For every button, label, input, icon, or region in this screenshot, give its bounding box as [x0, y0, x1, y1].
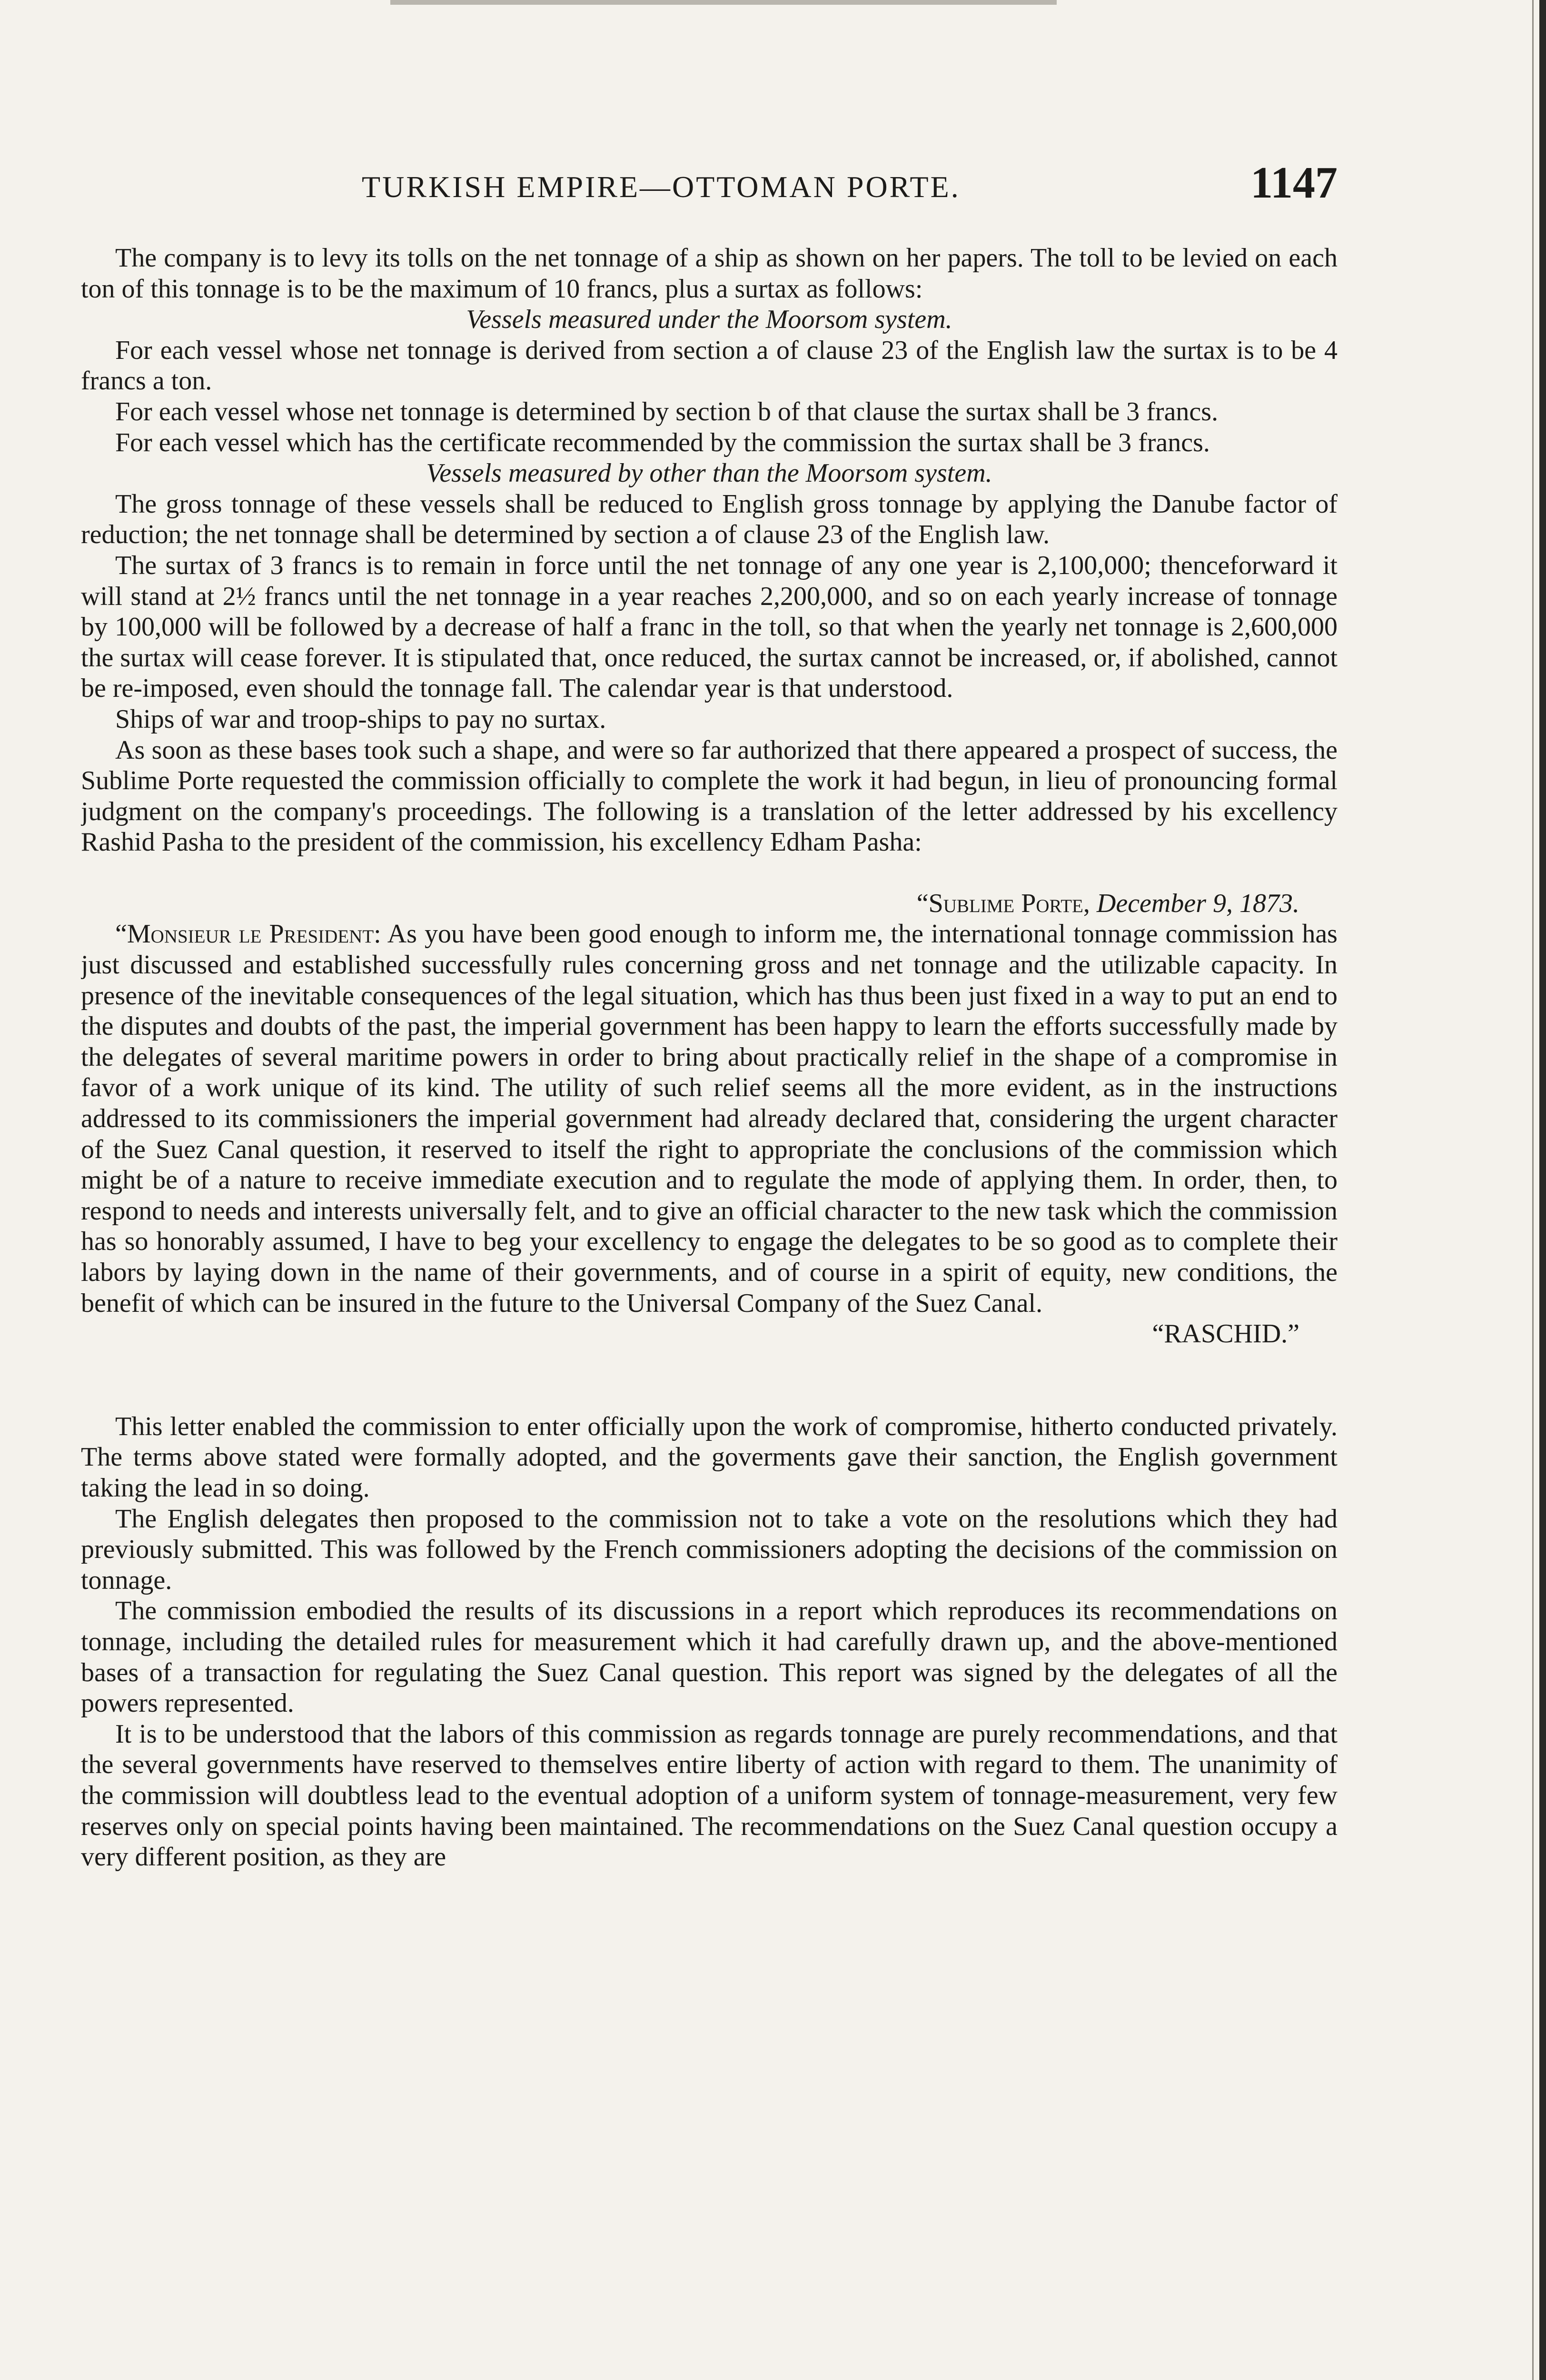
paragraph: The English delegates then proposed to the commission not to take a vote on the resolutions which they had previously submitted. This was followed by the French commissioners adopting the decisions of the commission on tonnage. — [81, 1504, 1338, 1595]
letter-signature: “RASCHID.” — [1152, 1319, 1299, 1349]
letter-dateline — [81, 888, 1338, 919]
dateline-date: December 9, 1873. — [1096, 888, 1299, 918]
page-body — [81, 243, 1338, 2380]
paragraph: The commission embodied the results of its discussions in a report which reproduces its recommendations on tonnage, including the detailed rules for measurement which it had carefully drawn up, and the above-mentioned bases of a transaction for regulating the Suez Canal question. This report was signed by the delegates of all the powers represented. — [81, 1596, 1338, 1718]
paragraph: For each vessel which has the certificate recommended by the commission the surtax shall be 3 francs. — [115, 427, 1210, 457]
binding-shadow — [1532, 0, 1534, 2380]
page-header — [362, 157, 1338, 214]
running-head: TURKISH EMPIRE—OTTOMAN PORTE. — [362, 170, 961, 204]
section-heading: Vessels measured under the Moorsom system. — [466, 305, 952, 335]
paragraph: It is to be understood that the labors of this commission as regards tonnage are purely recommendations, and that the several governments have reserved to themselves entire liberty of action with regard to them. The unanimity of the commission will doubtless lead to the eventual adoption of a uniform system of tonnage-measurement, very few reserves only on special points having been maintained. The recommendations on the Suez Canal question occupy a very different position, as they are — [81, 1719, 1338, 1872]
paragraph: The surtax of 3 francs is to remain in force until the net tonnage of any one year is 2,100,000; thenceforward it will stand at 2½ francs until the net tonnage in a year reaches 2,200,000, and so on each yearly increase of tonnage by 100,000 will be followed by a decrease of half a franc in the toll, so that when the yearly net tonnage is 2,600,000 the surtax will cease forever. It is stipulated that, once reduced, the surtax cannot be increased, or, if abolished, cannot be re-imposed, even should the tonnage fall. The calendar year is that understood. — [81, 550, 1338, 704]
paragraph: The company is to levy its tolls on the net tonnage of a ship as shown on her papers. The toll to be levied on each ton of this tonnage is to be the maximum of 10 francs, plus a surtax as follows: — [81, 243, 1338, 304]
letter-body — [81, 919, 1338, 1319]
paragraph: For each vessel whose net tonnage is determined by section b of that clause the surtax shall be 3 francs. — [115, 397, 1219, 426]
page-top-edge — [390, 0, 1057, 5]
paragraph: The gross tonnage of these vessels shall be reduced to English gross tonnage by applying the Danube factor of reduction; the net tonnage shall be determined by section a of clause 23 of the English law. — [81, 489, 1338, 550]
paragraph: As soon as these bases took such a shape, and were so far authorized that there appeared a prospect of success, the Sublime Porte requested the commission officially to complete the work it had begun, in lieu of pronouncing formal judgment on the company's proceedings. The following is a translation of the letter addressed by his excellency Rashid Pasha to the president of the commission, his excellency Edham Pasha: — [81, 735, 1338, 857]
page-right-edge — [1539, 0, 1546, 2380]
page-number: 1147 — [1250, 158, 1338, 208]
letter-salutation: “Monsieur le President: — [115, 919, 381, 949]
paragraph: Ships of war and troop-ships to pay no surtax. — [115, 704, 606, 734]
paragraph: This letter enabled the commission to enter officially upon the work of compromise, hitherto conducted privately. The terms above stated were formally adopted, and the goverments gave their sanction, the English government taking the lead in so doing. — [81, 1411, 1338, 1503]
section-heading: Vessels measured by other than the Moorsom system. — [426, 458, 992, 488]
paragraph: For each vessel whose net tonnage is derived from section a of clause 23 of the English law the surtax is to be 4 francs a ton. — [81, 335, 1338, 396]
dateline-place: “Sublime Porte, — [916, 888, 1090, 918]
letter-text: As you have been good enough to inform me, the international tonnage commission has just discussed and established successfully rules concerning gross and net tonnage and the utilizable capacity. In presence of the inevitable consequences of the legal situation, which has thus been just fixed in a way to put an end to the disputes and doubts of the past, the imperial government has been happy to learn the efforts successfully made by the delegates of several maritime powers in order to bring about practically relief in the shape of a compromise in favor of a work unique of its kind. The utility of such relief seems all the more evident, as in the instructions addressed to its commissioners the imperial government had already declared that, considering the urgent character of the Suez Canal question, it reserved to itself the right to appropriate the conclusions of the commission which might be of a nature to receive immediate execution and to regulate the mode of applying them. In order, then, to respond to needs and interests universally felt, and to give an official character to the new task which the commission has so honorably assumed, I have to beg your excellency to engage the delegates to be so good as to complete their labors by laying down in the name of their governments, and of course in a spirit of equity, new conditions, the benefit of which can be insured in the future to the Universal Company of the Suez Canal. — [81, 919, 1338, 1318]
